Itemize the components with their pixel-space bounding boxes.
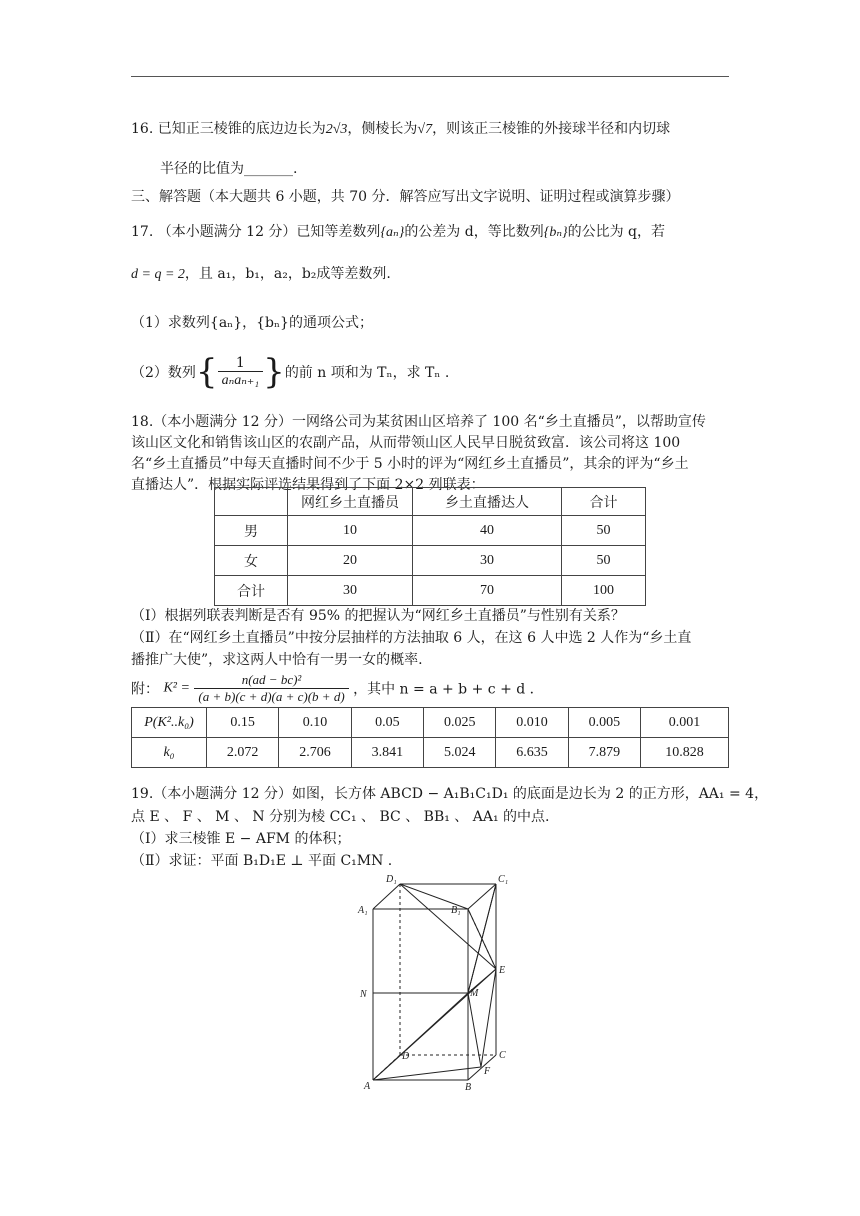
cuboid-edges (373, 884, 496, 1080)
label-c: C (499, 1050, 506, 1061)
table-cell: 30 (413, 546, 562, 576)
q18-formula (131, 672, 544, 705)
q16-text-c: ，则该正三棱锥的外接球半径和内切球 (432, 121, 671, 137)
table-cell: 男 (215, 516, 288, 546)
q17-seq-b: {bₙ} (543, 225, 568, 240)
table-cell: 3.841 (351, 738, 423, 768)
table-cell: 0.001 (641, 708, 729, 738)
table-cell: 6.635 (496, 738, 568, 768)
table-cell: 0.05 (351, 708, 423, 738)
table-cell: 100 (562, 576, 646, 606)
table-row (215, 576, 646, 606)
q17-text-c: 的公比为 q，若 (567, 224, 666, 240)
label-b1: B₁ (451, 905, 461, 916)
header-rule (131, 76, 729, 77)
q18-line2: 该山区文化和销售该山区的农副产品，从而带领山区人民早日脱贫致富．该公司将这 100 (131, 435, 681, 451)
table-cell: 40 (413, 516, 562, 546)
appendix-label: 附： (131, 681, 159, 698)
label-a: A (364, 1081, 371, 1092)
q19-line2: 点 E 、 F 、 M 、 N 分别为棱 CC₁ 、 BC 、 BB₁ 、 AA₁ 的中点. (131, 809, 550, 825)
label-a1: A₁ (358, 905, 368, 916)
q17-fraction (218, 355, 264, 389)
contingency-table (214, 487, 646, 606)
formula-fraction (194, 672, 348, 705)
cuboid-figure (340, 870, 530, 1100)
table-header-cell (215, 488, 288, 516)
q19-line1: 19.（本小题满分 12 分）如图，长方体 ABCD − A₁B₁C₁D₁ 的底面是边长为 2 的正方形，AA₁ = 4， (131, 786, 769, 802)
q17-part1: （1）求数列{aₙ}，{bₙ}的通项公式； (131, 315, 373, 331)
table-cell: 7.879 (568, 738, 640, 768)
table-cell: 2.072 (207, 738, 279, 768)
table-cell: 50 (562, 546, 646, 576)
q17-fraction-num: 1 (218, 355, 264, 372)
q16-line1 (131, 118, 670, 138)
label-d1: D₁ (386, 874, 397, 885)
q17-text-a: 17. （本小题满分 12 分）已知等差数列 (131, 224, 381, 240)
label-m: M (470, 988, 479, 999)
q16-base-edge: 2√3 (325, 122, 348, 137)
formula-numerator: n(ad − bc)² (194, 672, 348, 689)
label-b: B (465, 1082, 472, 1093)
label-d: D (402, 1051, 410, 1062)
table-cell: 0.15 (207, 708, 279, 738)
q17-part2-text-b: 的前 n 项和为 Tₙ，求 Tₙ . (284, 365, 450, 381)
table-row (215, 516, 646, 546)
hidden-edges (373, 884, 496, 1080)
table-cell: 0.005 (568, 708, 640, 738)
q18-part2-line1: （Ⅱ）在“网红乡土直播员”中按分层抽样的方法抽取 6 人，在这 6 人中选 2 人作为“乡土直 (131, 630, 692, 646)
q17-part2-text-a: （2）数列 (131, 365, 196, 381)
formula-denominator: (a + b)(c + d)(a + c)(b + d) (198, 689, 345, 704)
table-header-cell: 合计 (562, 488, 646, 516)
q17-seq-a: {aₙ} (380, 225, 405, 240)
q18-line4: 直播达人”．根据实际评选结果得到了下面 2×2 列联表： (131, 477, 485, 493)
q17-fraction-den: aₙaₙ₊₁ (221, 373, 260, 388)
q17-condition: d = q = 2 (131, 267, 185, 282)
q16-text-a: 16. 已知正三棱锥的底边边长为 (131, 121, 326, 137)
table-cell: 10.828 (641, 738, 729, 768)
table-cell: 10 (288, 516, 413, 546)
label-e: E (499, 965, 506, 976)
table-cell: 合计 (215, 576, 288, 606)
table-cell: 0.10 (279, 708, 351, 738)
section-3-heading: 三、解答题（本大题共 6 小题，共 70 分．解答应写出文字说明、证明过程或演算步骤） (131, 189, 680, 205)
formula-lhs: K² = (163, 680, 190, 696)
table-row (132, 708, 729, 738)
formula-tail: ，其中 n = a + b + c + d ． (353, 681, 544, 698)
q17-line2 (131, 263, 391, 283)
table-cell: 0.025 (424, 708, 496, 738)
table-cell: 30 (288, 576, 413, 606)
table-cell: 2.706 (279, 738, 351, 768)
q18-line3: 名“乡土直播员”中每天直播时间不少于 5 小时的评为“网红乡土直播员”，其余的评为“乡土 (131, 456, 689, 472)
table-cell: 女 (215, 546, 288, 576)
q17-part2: （2）数列{ $\frac{1}{\text{aₙaₙ₊₁}}$ }的前 n 项和为 Tₙ，求 Tₙ . (131, 352, 450, 392)
label-n: N (360, 989, 367, 1000)
q18-line1: 18.（本小题满分 12 分）一网络公司为某贫困山区培养了 100 名“乡土直播员”，以帮助宣传 (131, 414, 706, 430)
q17-condition-text: ，且 a₁，b₁，a₂，b₂成等差数列. (184, 266, 391, 282)
table-row (215, 546, 646, 576)
q16-line2: 半径的比值为_______. (160, 161, 298, 177)
q17-line1 (131, 221, 665, 241)
label-f: F (484, 1066, 491, 1077)
label-c1: C₁ (498, 874, 509, 885)
q16-lateral-edge: √7 (417, 122, 433, 137)
table-header-cell: 网红乡土直播员 (288, 488, 413, 516)
table-header-row (215, 488, 646, 516)
q17-text-b: 的公差为 d，等比数列 (404, 224, 544, 240)
table-row-label: P(K²..k₀) (132, 708, 207, 738)
q16-text-b: ，侧棱长为 (347, 121, 418, 137)
q19-part2: （Ⅱ）求证：平面 B₁D₁E ⊥ 平面 C₁MN . (131, 853, 393, 869)
table-cell: 20 (288, 546, 413, 576)
table-cell: 5.024 (424, 738, 496, 768)
table-cell: 50 (562, 516, 646, 546)
q18-part1: （Ⅰ）根据列联表判断是否有 95% 的把握认为“网红乡土直播员”与性别有关系？ (131, 608, 625, 624)
table-header-cell: 乡土直播达人 (413, 488, 562, 516)
q19-part1: （Ⅰ）求三棱锥 E − AFM 的体积； (131, 831, 351, 847)
critical-value-table (131, 707, 729, 768)
table-cell: 70 (413, 576, 562, 606)
table-cell: 0.010 (496, 708, 568, 738)
table-row-label: k₀ (132, 738, 207, 768)
q18-part2-line2: 播推广大使”，求这两人中恰有一男一女的概率. (131, 652, 423, 668)
table-row (132, 738, 729, 768)
